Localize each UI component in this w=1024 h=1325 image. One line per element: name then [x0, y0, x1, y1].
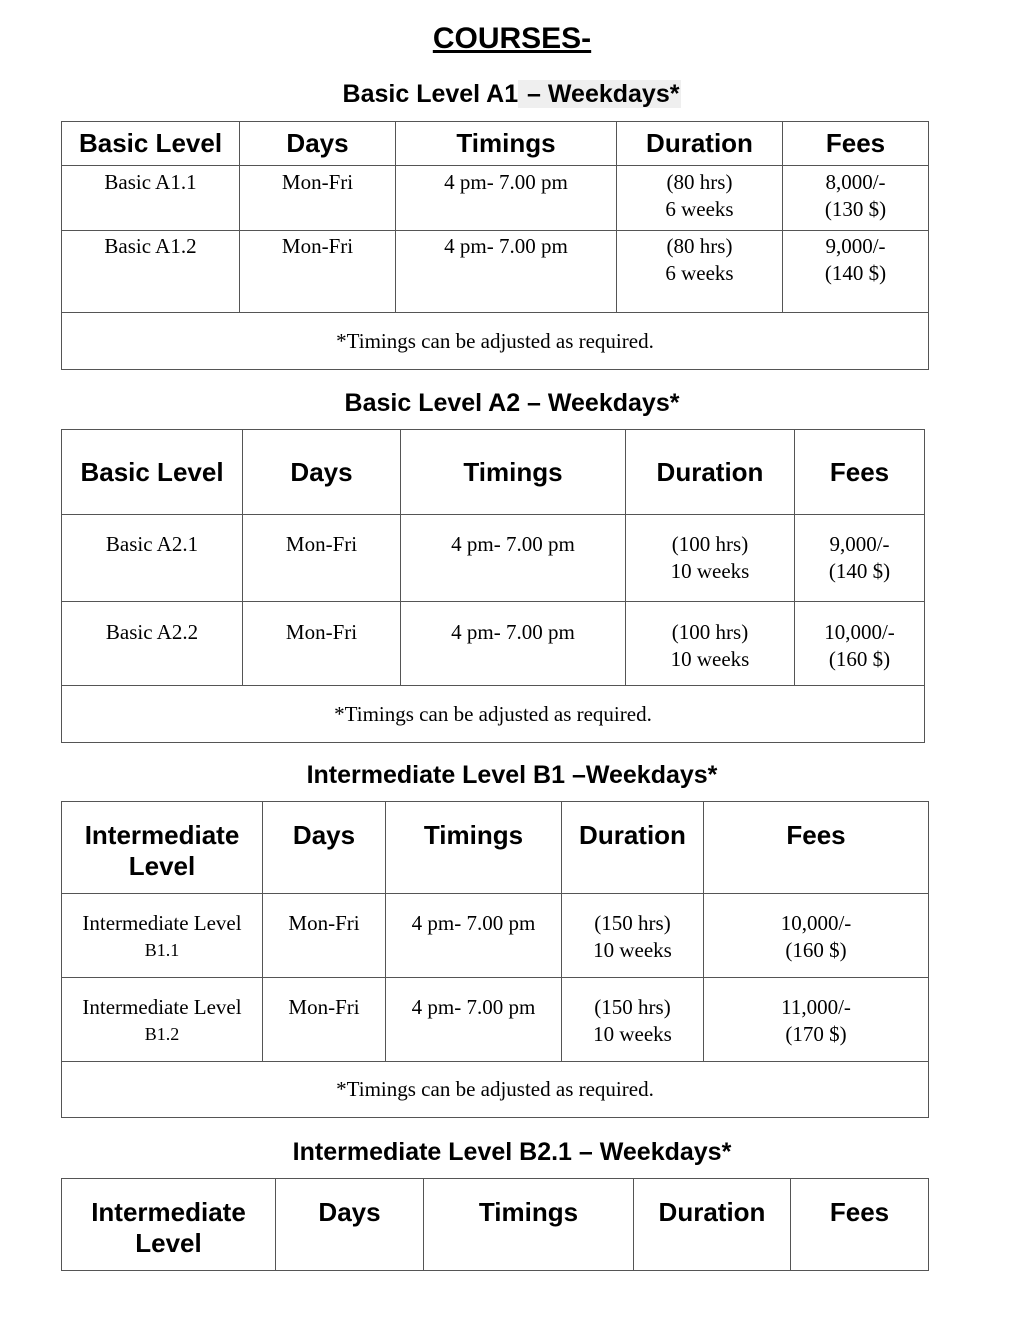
section-heading-a2: Basic Level A2 – Weekdays*: [344, 389, 680, 417]
section-heading-b2: Intermediate Level B2.1 – Weekdays*: [292, 1138, 732, 1166]
timings-cell: 4 pm- 7.00 pm: [386, 978, 562, 1062]
fees-cell: 9,000/- (140 $): [783, 231, 929, 313]
table-row: [62, 515, 925, 602]
fees-cell: 10,000/- (160 $): [704, 894, 929, 978]
timings-cell: 4 pm- 7.00 pm: [401, 602, 626, 686]
table-row: [62, 978, 929, 1062]
table-row: [62, 894, 929, 978]
days-cell: Mon-Fri: [263, 894, 386, 978]
section-heading-a1: Basic Level A1 – Weekdays*: [342, 80, 680, 108]
fees-cell: 11,000/- (170 $): [704, 978, 929, 1062]
header-duration: Duration: [634, 1179, 791, 1271]
header-timings: Timings: [424, 1179, 634, 1271]
duration-cell: (80 hrs) 6 weeks: [617, 231, 783, 313]
timings-note: *Timings can be adjusted as required.: [62, 1062, 929, 1118]
timings-note: *Timings can be adjusted as required.: [62, 686, 925, 743]
header-timings: Timings: [401, 430, 626, 515]
note-row: [62, 686, 925, 743]
table-header-row: [62, 122, 929, 166]
duration-cell: (100 hrs) 10 weeks: [626, 602, 795, 686]
course-table-a1: [61, 121, 929, 370]
header-days: Days: [243, 430, 401, 515]
table-row: [62, 166, 929, 231]
level-cell: Basic A1.2: [62, 231, 240, 313]
timings-cell: 4 pm- 7.00 pm: [396, 166, 617, 231]
header-days: Days: [240, 122, 396, 166]
duration-cell: (150 hrs) 10 weeks: [562, 894, 704, 978]
header-duration: Duration: [626, 430, 795, 515]
level-cell: Intermediate Level B1.1: [62, 894, 263, 978]
header-level: Intermediate Level: [62, 802, 263, 894]
table-header-row: [62, 430, 925, 515]
header-level: Basic Level: [62, 122, 240, 166]
days-cell: Mon-Fri: [240, 166, 396, 231]
header-days: Days: [263, 802, 386, 894]
header-level: Basic Level: [62, 430, 243, 515]
note-row: [62, 313, 929, 370]
days-cell: Mon-Fri: [240, 231, 396, 313]
course-table-a2: [61, 429, 925, 743]
course-table-b1: [61, 801, 929, 1118]
fees-cell: 10,000/- (160 $): [795, 602, 925, 686]
level-cell: Basic A1.1: [62, 166, 240, 231]
header-duration: Duration: [617, 122, 783, 166]
fees-cell: 9,000/- (140 $): [795, 515, 925, 602]
section-heading-b1: Intermediate Level B1 –Weekdays*: [306, 761, 718, 789]
level-cell: Intermediate Level B1.2: [62, 978, 263, 1062]
duration-cell: (150 hrs) 10 weeks: [562, 978, 704, 1062]
table-header-row: [62, 1179, 929, 1271]
timings-cell: 4 pm- 7.00 pm: [396, 231, 617, 313]
duration-cell: (80 hrs) 6 weeks: [617, 166, 783, 231]
course-table-b2: [61, 1178, 929, 1271]
table-row: [62, 602, 925, 686]
days-cell: Mon-Fri: [243, 515, 401, 602]
note-row: [62, 1062, 929, 1118]
days-cell: Mon-Fri: [263, 978, 386, 1062]
header-duration: Duration: [562, 802, 704, 894]
duration-cell: (100 hrs) 10 weeks: [626, 515, 795, 602]
table-row: [62, 231, 929, 313]
header-fees: Fees: [783, 122, 929, 166]
header-fees: Fees: [704, 802, 929, 894]
page-title: COURSES-: [432, 22, 592, 55]
days-cell: Mon-Fri: [243, 602, 401, 686]
header-fees: Fees: [791, 1179, 929, 1271]
header-timings: Timings: [396, 122, 617, 166]
header-level: Intermediate Level: [62, 1179, 276, 1271]
table-header-row: [62, 802, 929, 894]
level-cell: Basic A2.2: [62, 602, 243, 686]
fees-cell: 8,000/- (130 $): [783, 166, 929, 231]
timings-note: *Timings can be adjusted as required.: [62, 313, 929, 370]
header-timings: Timings: [386, 802, 562, 894]
level-cell: Basic A2.1: [62, 515, 243, 602]
header-days: Days: [276, 1179, 424, 1271]
header-fees: Fees: [795, 430, 925, 515]
timings-cell: 4 pm- 7.00 pm: [401, 515, 626, 602]
timings-cell: 4 pm- 7.00 pm: [386, 894, 562, 978]
